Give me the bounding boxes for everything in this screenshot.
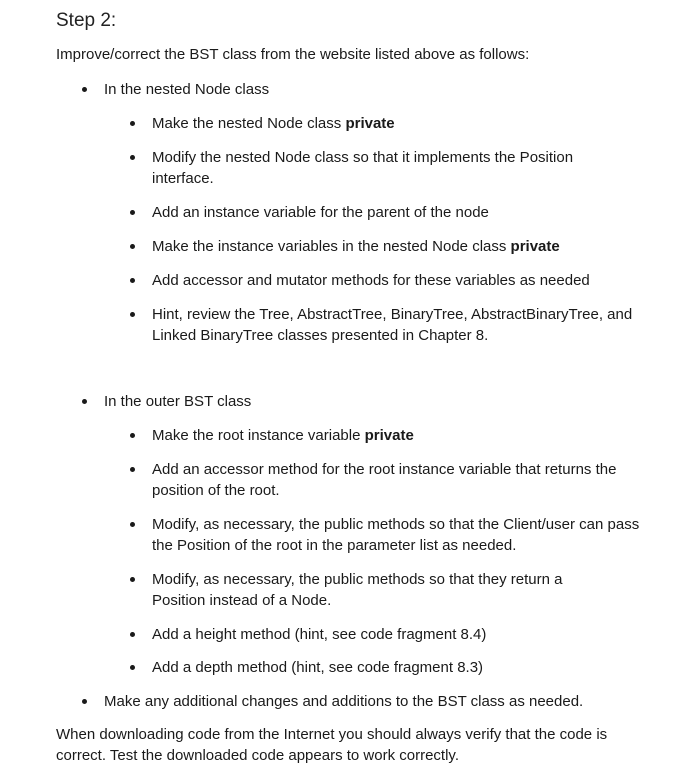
bullet-dot-icon bbox=[130, 244, 135, 249]
bullet-additional-changes bbox=[104, 691, 664, 712]
bullet-label: Make any additional changes and additions to the BST class as needed. bbox=[104, 693, 584, 710]
bullet-dot-icon bbox=[130, 665, 135, 670]
bullet-bold-text: private bbox=[364, 427, 414, 444]
sub-bullet-pass-position bbox=[152, 514, 642, 556]
bullet-text: Add an instance variable for the parent of the node bbox=[152, 204, 489, 221]
bullet-text: Hint, review the Tree, AbstractTree, BinaryTree, AbstractBinaryTree, and Linked BinaryTree classes presented in Chapter 8. bbox=[152, 306, 633, 344]
bullet-text: Add an accessor method for the root instance variable that returns the position of the root. bbox=[152, 461, 617, 499]
bullet-text: Modify, as necessary, the public methods so that they return a Position instead of a Node. bbox=[152, 571, 563, 609]
bullet-text: Add a height method (hint, see code fragment 8.4) bbox=[152, 626, 487, 643]
bullet-dot-icon bbox=[130, 210, 135, 215]
bullet-dot-icon bbox=[130, 577, 135, 582]
step-heading: Step 2: bbox=[56, 10, 117, 31]
bullet-dot-icon bbox=[82, 399, 87, 404]
bullet-outer-bst bbox=[104, 391, 664, 412]
bullet-text: Modify the nested Node class so that it implements the Position interface. bbox=[152, 149, 574, 187]
bullet-label: In the outer BST class bbox=[104, 393, 252, 410]
bullet-dot-icon bbox=[130, 121, 135, 126]
bullet-text: Make the instance variables in the nested Node class bbox=[152, 238, 511, 255]
bullet-label: In the nested Node class bbox=[104, 81, 270, 98]
sub-bullet-instance-private bbox=[152, 236, 652, 257]
sub-bullet-return-position bbox=[152, 569, 612, 611]
bullet-bold-text: private bbox=[510, 238, 560, 255]
sub-bullet-node-private bbox=[152, 113, 652, 134]
bullet-dot-icon bbox=[82, 699, 87, 704]
sub-bullet-root-accessor bbox=[152, 459, 627, 501]
bullet-dot-icon bbox=[130, 155, 135, 160]
bullet-text: Modify, as necessary, the public methods so that the Client/user can pass the Position of the root in the parameter list as needed. bbox=[152, 516, 640, 554]
bullet-dot-icon bbox=[130, 312, 135, 317]
bullet-dot-icon bbox=[130, 467, 135, 472]
sub-bullet-depth-method bbox=[152, 657, 652, 678]
bullet-node-class bbox=[104, 79, 664, 100]
sub-bullet-implements-position bbox=[152, 147, 612, 189]
bullet-dot-icon bbox=[130, 278, 135, 283]
bullet-bold-text: private bbox=[345, 115, 395, 132]
bullet-dot-icon bbox=[130, 632, 135, 637]
bullet-dot-icon bbox=[130, 522, 135, 527]
sub-bullet-parent-variable bbox=[152, 202, 652, 223]
bullet-dot-icon bbox=[82, 87, 87, 92]
intro-paragraph: Improve/correct the BST class from the website listed above as follows: bbox=[56, 46, 530, 63]
bullet-text: Add accessor and mutator methods for these variables as needed bbox=[152, 272, 590, 289]
bullet-text: Make the nested Node class bbox=[152, 115, 346, 132]
closing-paragraph: When downloading code from the Internet you should always verify that the code is correct. Test the downloaded code appears to work correctly. bbox=[56, 726, 608, 764]
sub-bullet-height-method bbox=[152, 624, 652, 645]
bullet-text: Add a depth method (hint, see code fragment 8.3) bbox=[152, 659, 484, 676]
bullet-dot-icon bbox=[130, 433, 135, 438]
sub-bullet-hint-review bbox=[152, 304, 637, 346]
sub-bullet-root-private bbox=[152, 425, 652, 446]
bullet-text: Make the root instance variable bbox=[152, 427, 365, 444]
sub-bullet-accessor-mutator bbox=[152, 270, 652, 291]
